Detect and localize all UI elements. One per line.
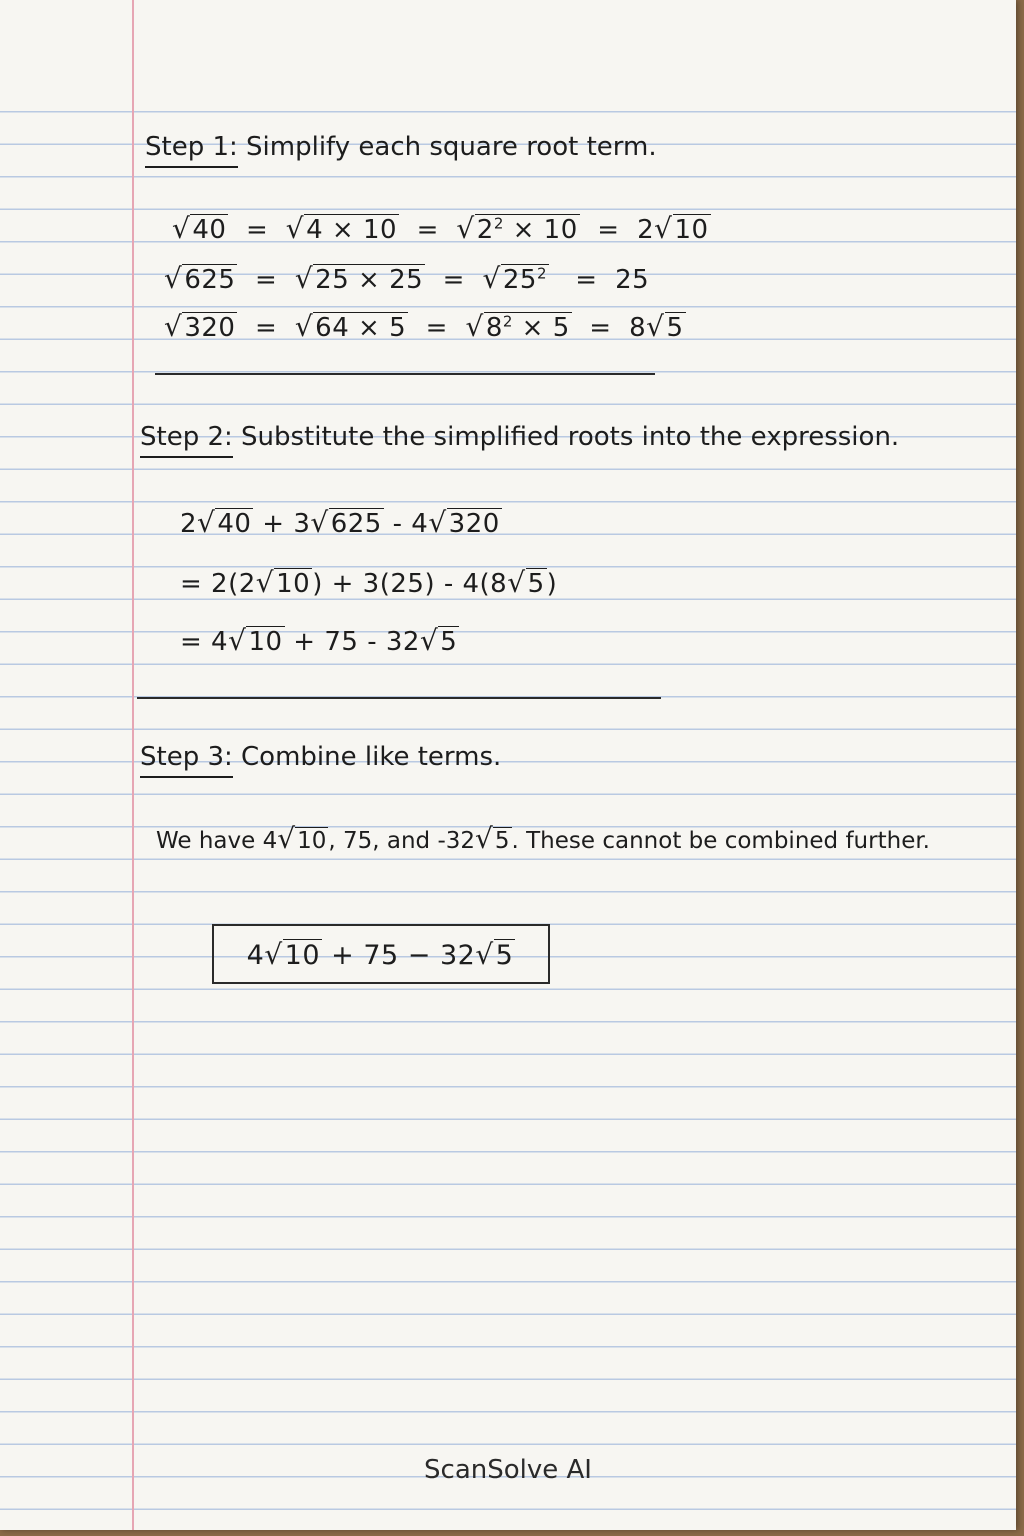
step1-label: Step 1: [145,132,238,168]
step2-line3: = 4√10 + 75 - 32√5 [180,624,458,657]
margin-line [132,0,134,1530]
sqrt-symbol: √10 [264,937,321,971]
step1-line3: $√320 = √64 \times 5 = √8^2 \times 5 = 8√5$ [164,310,684,343]
sqrt-symbol: √5 [419,624,458,657]
step1-line2: $√625 = √25 \times 25 = √25^2 = 25$ [164,262,650,295]
sqrt-symbol: √10 [255,566,311,599]
step3-title: Combine like terms. [241,742,502,772]
step3-label: Step 3: [140,742,233,778]
sqrt-symbol: √10 [228,624,283,657]
step1-title: Simplify each square root term. [246,132,657,162]
sqrt-symbol: √25 × 25 [294,262,424,295]
final-answer-box [212,924,550,984]
sqrt-symbol: √40 [197,506,252,539]
sqrt-symbol: √64 × 5 [294,310,407,343]
sqrt-symbol: √4 × 10 [285,212,398,245]
sqrt-symbol: $√2^2 \times 10$ [456,212,578,245]
step2-heading [140,422,899,458]
sqrt-symbol: √320 [428,506,500,539]
step1-line1: $√40 = √4 \times 10 = √2^2 \times 10 = 2√10$ [172,212,709,245]
sqrt-symbol: √625 [310,506,382,539]
step1-heading [145,132,657,168]
section-divider [137,697,661,699]
sqrt-symbol: √10 [277,822,327,855]
footer-brand: ScanSolve AI [424,1455,592,1485]
sqrt-symbol: $√25^2$ [482,262,547,295]
sqrt-symbol: √5 [475,937,514,971]
section-divider [155,373,655,375]
sqrt-symbol: √5 [507,566,545,599]
paper-top-margin [0,0,1016,100]
sqrt-symbol: $√8^2 \times 5$ [465,310,570,343]
sqrt-symbol: √10 [654,212,709,245]
sqrt-symbol: √320 [164,310,236,343]
step3-sentence: We have 4√10, 75, and -32√5. These cannot be combined further. [156,822,930,855]
step3-heading [140,742,501,778]
step2-title: Substitute the simplified roots into the expression. [241,422,900,452]
step2-line2: = 2(2√10) + 3(25) - 4(8√5) [180,566,558,599]
sqrt-symbol: √5 [475,822,510,855]
final-answer: 4√10 + 75 − 32√5 [246,937,514,971]
step2-line1: 2√40 + 3√625 - 4√320 [180,506,500,539]
sqrt-symbol: √40 [172,212,227,245]
step2-label: Step 2: [140,422,233,458]
sqrt-symbol: √5 [646,310,684,343]
sqrt-symbol: √625 [164,262,236,295]
